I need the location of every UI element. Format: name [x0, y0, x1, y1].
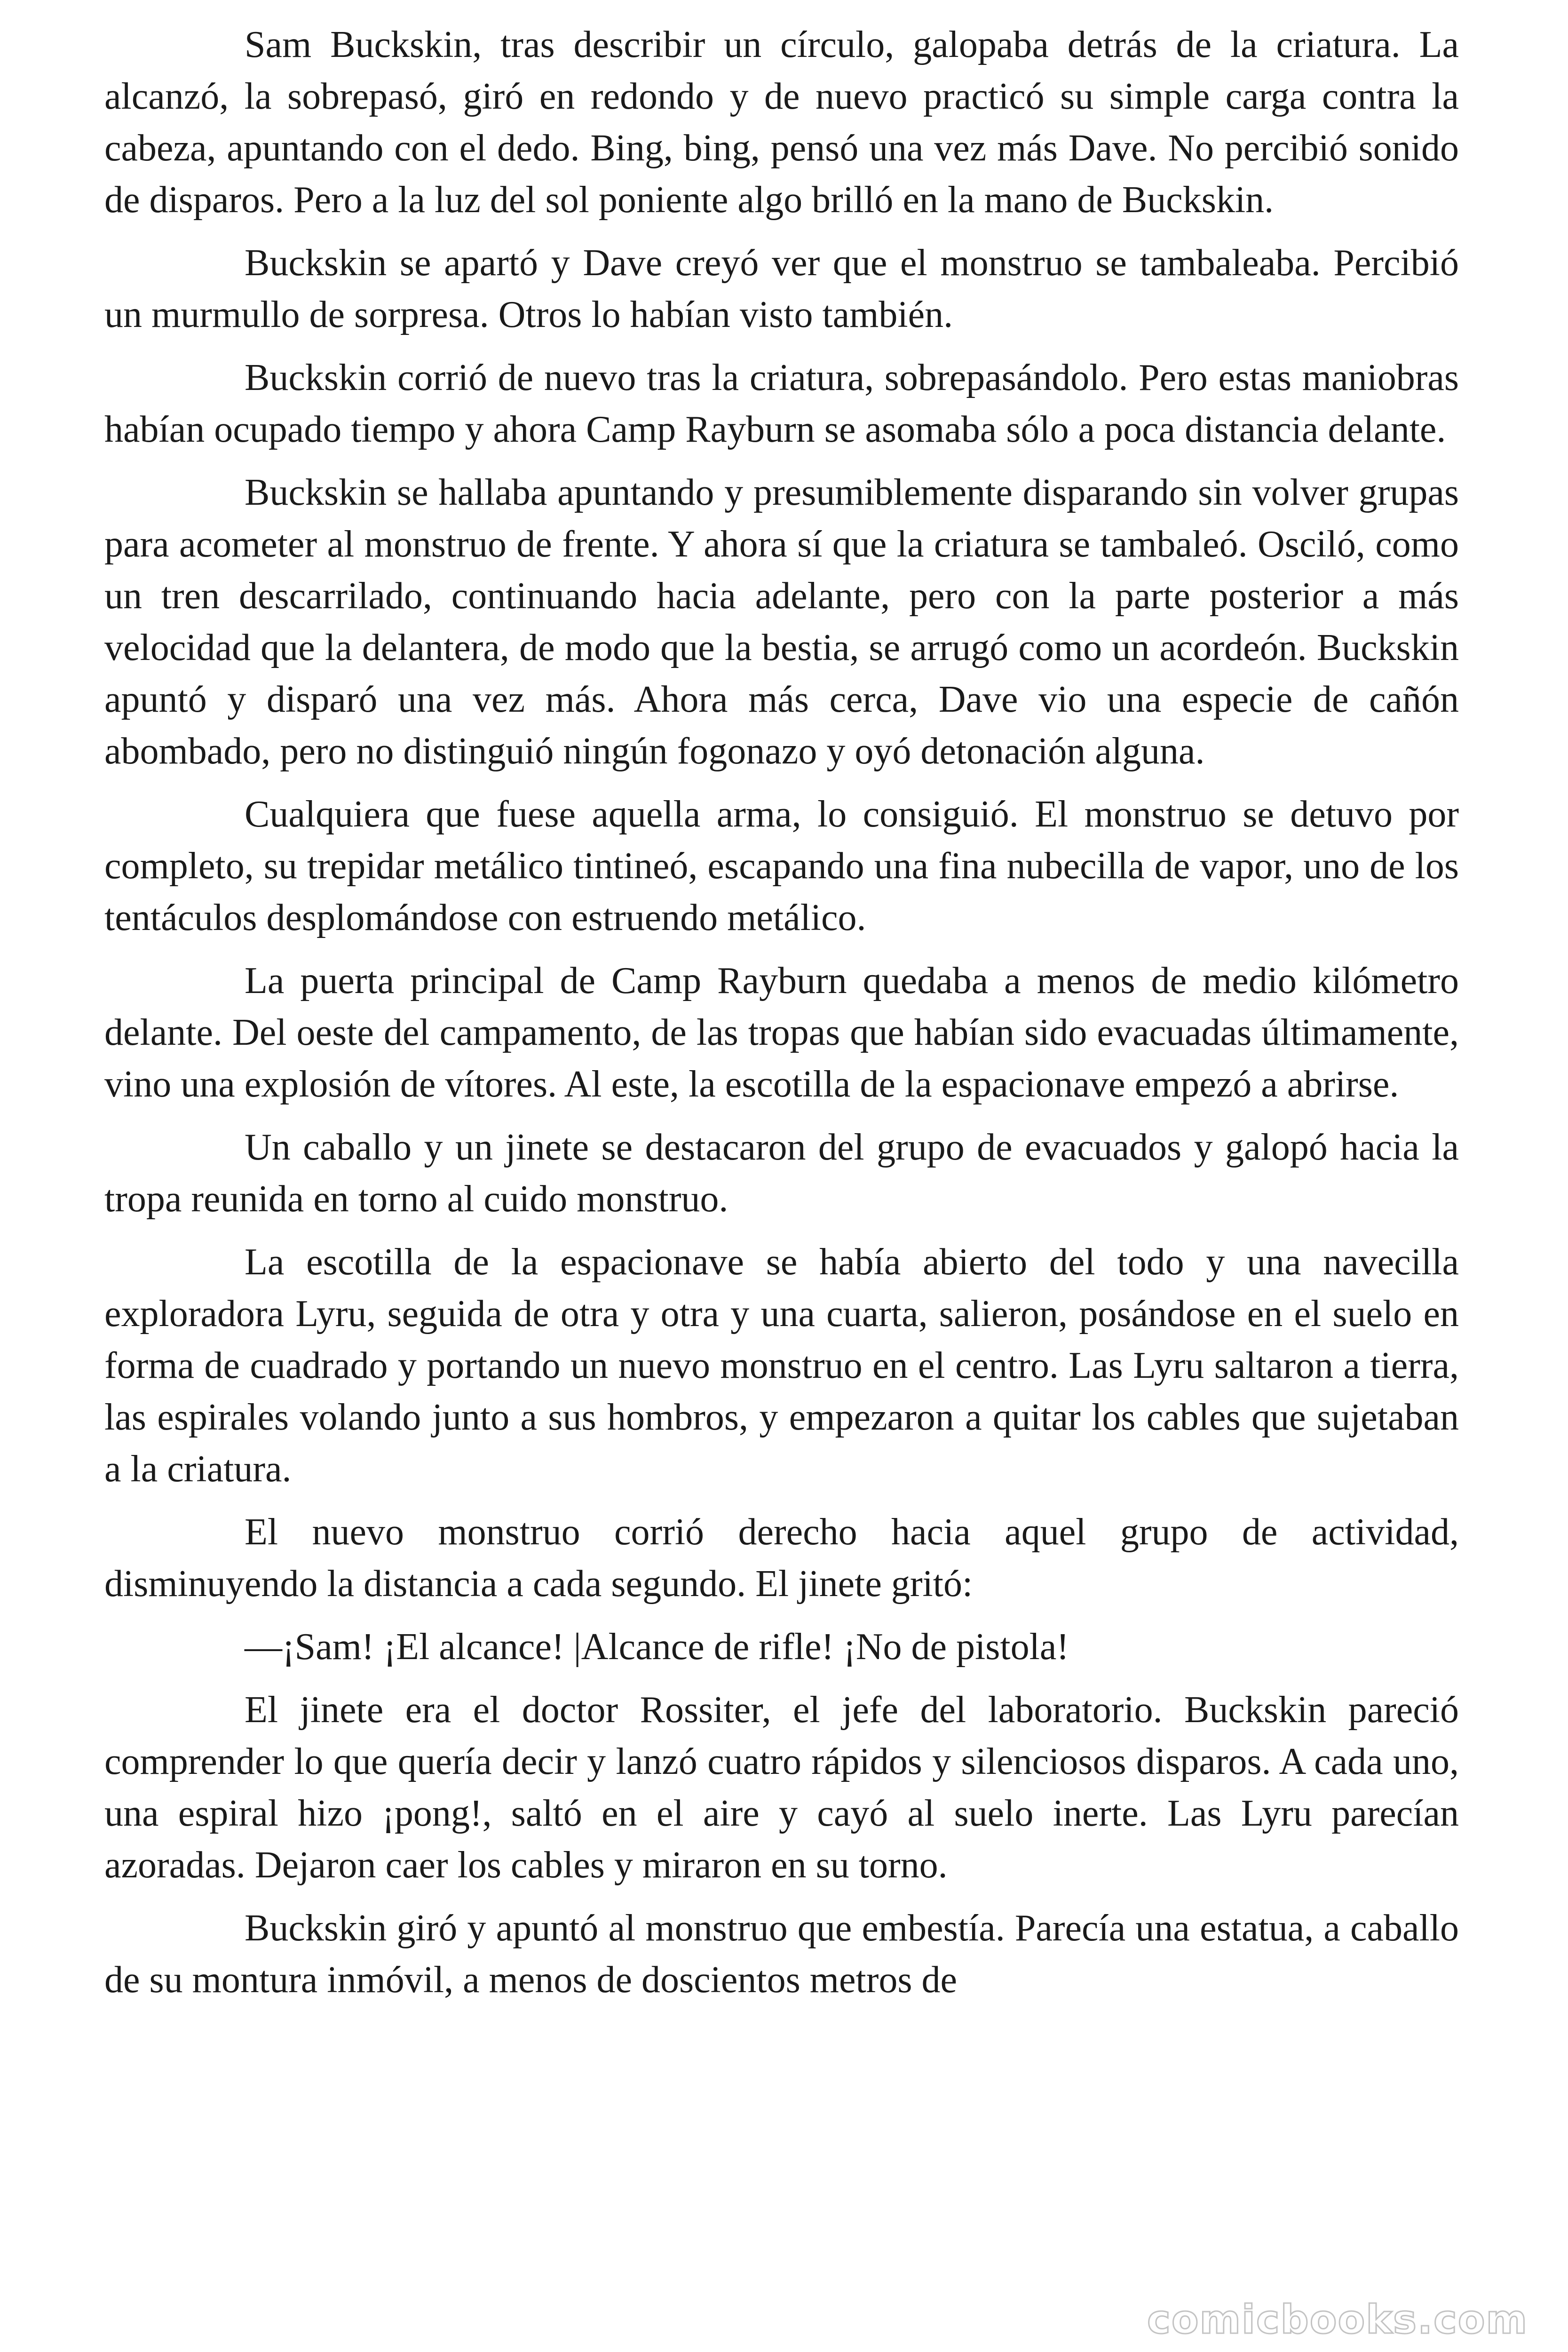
paragraph: Sam Buckskin, tras describir un círculo, galopaba detrás de la criatura. La alcanzó, la sobrepasó, giró en redondo y de nuevo practicó su simple carga contra la cabeza, apuntando con el dedo. Bing, bing, pensó una vez más Dave. No percibió sonido de disparos. Pero a la luz del sol poniente algo brilló en la mano de Buckskin.	[104, 24, 1459, 221]
paragraph: La escotilla de la espacionave se había abierto del todo y una navecilla exploradora Lyru, seguida de otra y otra y una cuarta, salieron, posándose en el suelo en forma de cuadrado y portando un nuevo monstruo en el centro. Las Lyru saltaron a tierra, las espirales volando junto a sus hombros, y empezaron a quitar los cables que sujetaban a la criatura.	[104, 1241, 1459, 1490]
paragraph: El nuevo monstruo corrió derecho hacia aquel grupo de actividad, disminuyendo la distancia a cada segundo. El jinete gritó:	[104, 1511, 1459, 1605]
paragraph: Un caballo y un jinete se destacaron del grupo de evacuados y galopó hacia la tropa reunida en torno al cuido monstruo.	[104, 1127, 1459, 1220]
paragraph: Buckskin corrió de nuevo tras la criatura, sobrepasándolo. Pero estas maniobras habían ocupado tiempo y ahora Camp Rayburn se asomaba sólo a poca distancia delante.	[104, 357, 1459, 450]
document-page	[104, 19, 1459, 2017]
watermark: comicbooks.com	[1147, 2296, 1528, 2343]
paragraph: Buckskin giró y apuntó al monstruo que embestía. Parecía una estatua, a caballo de su montura inmóvil, a menos de doscientos metros de	[104, 1907, 1459, 2001]
paragraph: Cualquiera que fuese aquella arma, lo consiguió. El monstruo se detuvo por completo, su trepidar metálico tintineó, escapando una fina nubecilla de vapor, uno de los tentáculos desplomándose con estruendo metálico.	[104, 794, 1459, 938]
dialogue-line: —¡Sam! ¡El alcance! |Alcance de rifle! ¡No de pistola!	[245, 1626, 1069, 1668]
paragraph: El jinete era el doctor Rossiter, el jefe del laboratorio. Buckskin pareció comprender lo que quería decir y lanzó cuatro rápidos y silenciosos disparos. A cada uno, una espiral hizo ¡pong!, saltó en el aire y cayó al suelo inerte. Las Lyru parecían azoradas. Dejaron caer los cables y miraron en su torno.	[104, 1689, 1459, 1886]
paragraph: Buckskin se hallaba apuntando y presumiblemente disparando sin volver grupas para acometer al monstruo de frente. Y ahora sí que la criatura se tambaleó. Osciló, como un tren descarrilado, continuando hacia adelante, pero con la parte posterior a más velocidad que la delantera, de modo que la bestia, se arrugó como un acordeón. Buckskin apuntó y disparó una vez más. Ahora más cerca, Dave vio una especie de cañón abombado, pero no distinguió ningún fogonazo y oyó detonación alguna.	[104, 472, 1459, 772]
paragraph: Buckskin se apartó y Dave creyó ver que el monstruo se tambaleaba. Percibió un murmullo de sorpresa. Otros lo habían visto también.	[104, 242, 1459, 335]
paragraph: La puerta principal de Camp Rayburn quedaba a menos de medio kilómetro delante. Del oeste del campamento, de las tropas que habían sido evacuadas últimamente, vino una explosión de vítores. Al este, la escotilla de la espacionave empezó a abrirse.	[104, 960, 1459, 1105]
